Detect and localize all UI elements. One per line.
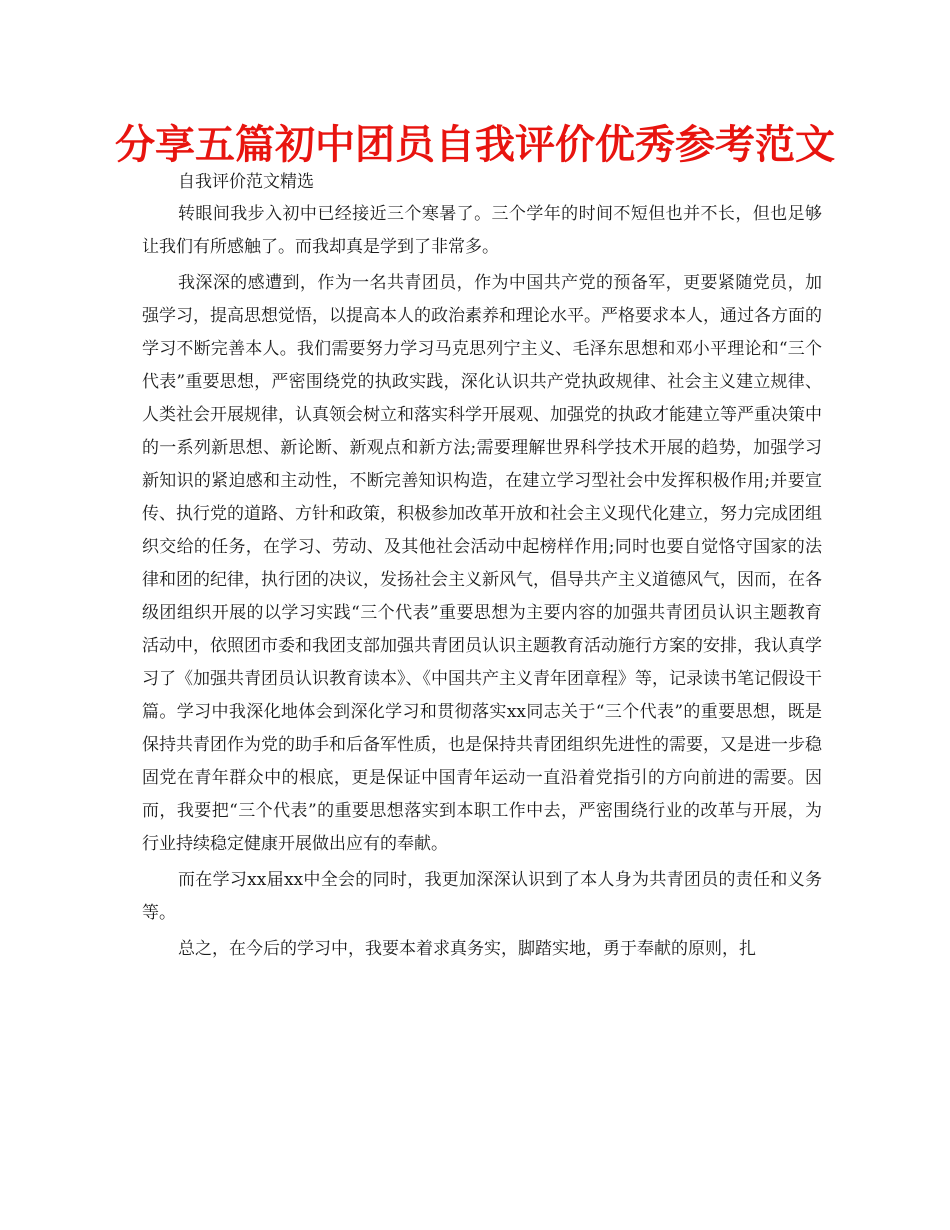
document-subtitle: 自我评价范文精选 bbox=[178, 172, 314, 192]
paragraph-1: 转眼间我步入初中已经接近三个寒暑了。三个学年的时间不短但也并不长，但也足够让我们有所感触了。而我却真是学到了非常多。 bbox=[142, 204, 822, 257]
paragraph-3: 而在学习xx届xx中全会的同时，我更加深深认识到了本人身为共青团员的责任和义务等。 bbox=[142, 870, 822, 923]
paragraph-4: 总之，在今后的学习中，我要本着求真务实，脚踏实地，勇于奉献的原则，扎 bbox=[178, 939, 756, 959]
document-body bbox=[142, 166, 822, 966]
paragraph-2: 我深深的感遭到，作为一名共青团员，作为中国共产党的预备军，更要紧随党员，加强学习，提高思想觉悟，以提高本人的政治素养和理论水平。严格要求本人，通过各方面的学习不断完善本人。我们需要努力学习马克思列宁主义、毛泽东思想和邓小平理论和“三个代表”重要思想，严密围绕党的执政实践，深化认识共产党执政规律、社会主义建立规律、人类社会开展规律，认真领会树立和落实科学开展观、加强党的执政才能建立等严重决策中的一系列新思想、新论断、新观点和新方法;需要理解世界科学技术开展的趋势，加强学习新知识的紧迫感和主动性，不断完善知识构造，在建立学习型社会中发挥积极作用;并要宣传、执行党的道路、方针和政策，积极参加改革开放和社会主义现代化建立，努力完成团组织交给的任务，在学习、劳动、及其他社会活动中起榜样作用;同时也要自觉恪守国家的法律和团的纪律，执行团的决议，发扬社会主义新风气，倡导共产主义道德风气，因而，在各级团组织开展的以学习实践“三个代表”重要思想为主要内容的加强共青团员认识主题教育活动中，依照团市委和我团支部加强共青团员认识主题教育活动施行方案的安排，我认真学习了《加强共青团员认识教育读本》、《中国共产主义青年团章程》等，记录读书笔记假设干篇。学习中我深化地体会到深化学习和贯彻落实xx同志关于“三个代表”的重要思想，既是保持共青团作为党的助手和后备军性质，也是保持共青团组织先进性的需要，又是进一步稳固党在青年群众中的根底，更是保证中国青年运动一直沿着党指引的方向前进的需要。因而，我要把“三个代表”的重要思想落实到本职工作中去，严密围绕行业的改革与开展，为行业持续稳定健康开展做出应有的奉献。 bbox=[142, 273, 822, 854]
document-title: 分享五篇初中团员自我评价优秀参考范文 bbox=[115, 122, 835, 168]
